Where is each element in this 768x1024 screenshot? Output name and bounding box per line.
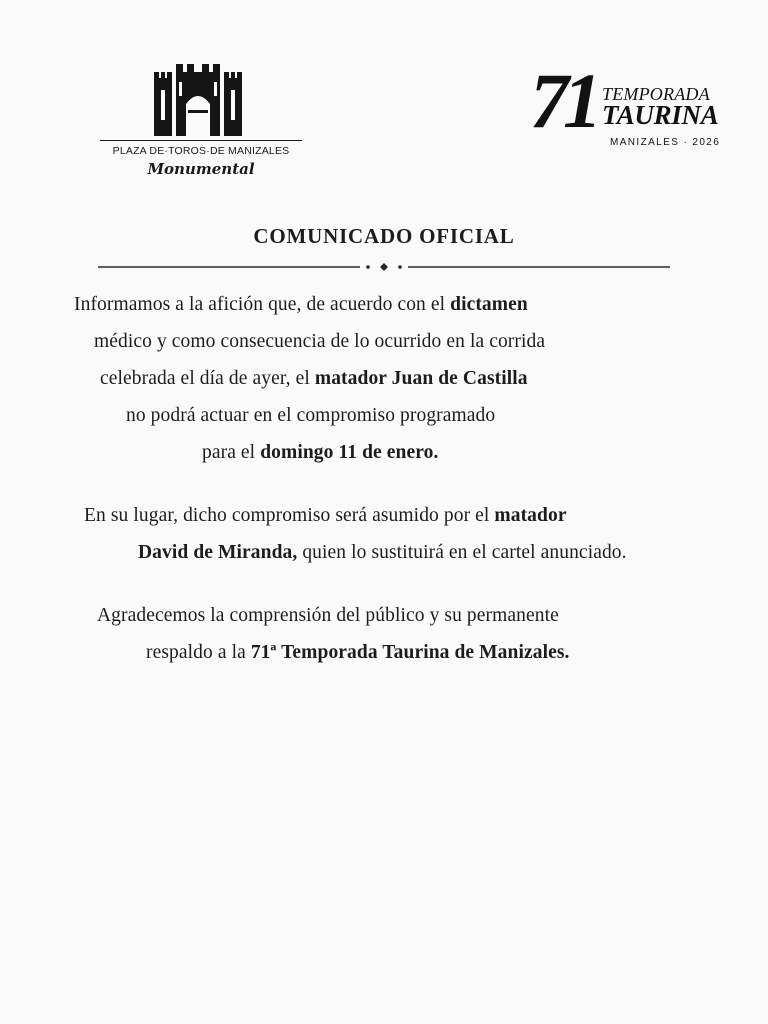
- plaza-name: PLAZA DE·TOROS·DE MANIZALES: [100, 140, 302, 157]
- ornamental-divider: [98, 262, 670, 272]
- paragraph3-line2: [146, 642, 570, 664]
- text-span: En su lugar, dicho compromiso será asumido por el: [84, 505, 495, 526]
- plaza-logo: [100, 64, 302, 192]
- text-span: celebrada el día de ayer, el: [100, 368, 315, 389]
- season-logo: [530, 57, 730, 160]
- season-city-year: MANIZALES · 2026: [610, 137, 721, 148]
- season-line1: TEMPORADA: [602, 84, 710, 104]
- plaza-subtitle: Monumental: [147, 160, 255, 178]
- paragraph1-line2: médico y como consecuencia de lo ocurrido en la corrida: [94, 331, 546, 352]
- paragraph2-line1: [84, 505, 567, 527]
- paragraph1-line1: [74, 294, 528, 316]
- paragraph1-line4: no podrá actuar en el compromiso programado: [126, 405, 496, 426]
- season-line2: TAURINA: [602, 100, 719, 130]
- text-span: respaldo a la: [146, 642, 251, 663]
- bold-span: 71ª Temporada Taurina de Manizales.: [250, 642, 570, 663]
- paragraph1-line3: [100, 368, 528, 390]
- text-span: Informamos a la afición que, de acuerdo con el: [74, 294, 451, 315]
- bold-span: dictamen: [450, 294, 528, 315]
- bold-span: domingo 11 de enero.: [260, 442, 439, 463]
- paragraph3-line1: Agradecemos la comprensión del público y su permanente: [97, 605, 559, 626]
- season-number: 71: [530, 57, 596, 144]
- bold-span: matador Juan de Castilla: [314, 368, 528, 389]
- castle-icon: [152, 64, 244, 136]
- text-span: quien lo sustituirá en el cartel anunciado.: [297, 542, 627, 563]
- paragraph1-line5: [202, 442, 438, 464]
- document-title: COMUNICADO OFICIAL: [253, 224, 515, 248]
- bold-span: David de Miranda,: [138, 542, 298, 563]
- paragraph2-line2: [138, 542, 627, 564]
- text-span: para el: [202, 442, 261, 463]
- bold-span: matador: [494, 505, 567, 526]
